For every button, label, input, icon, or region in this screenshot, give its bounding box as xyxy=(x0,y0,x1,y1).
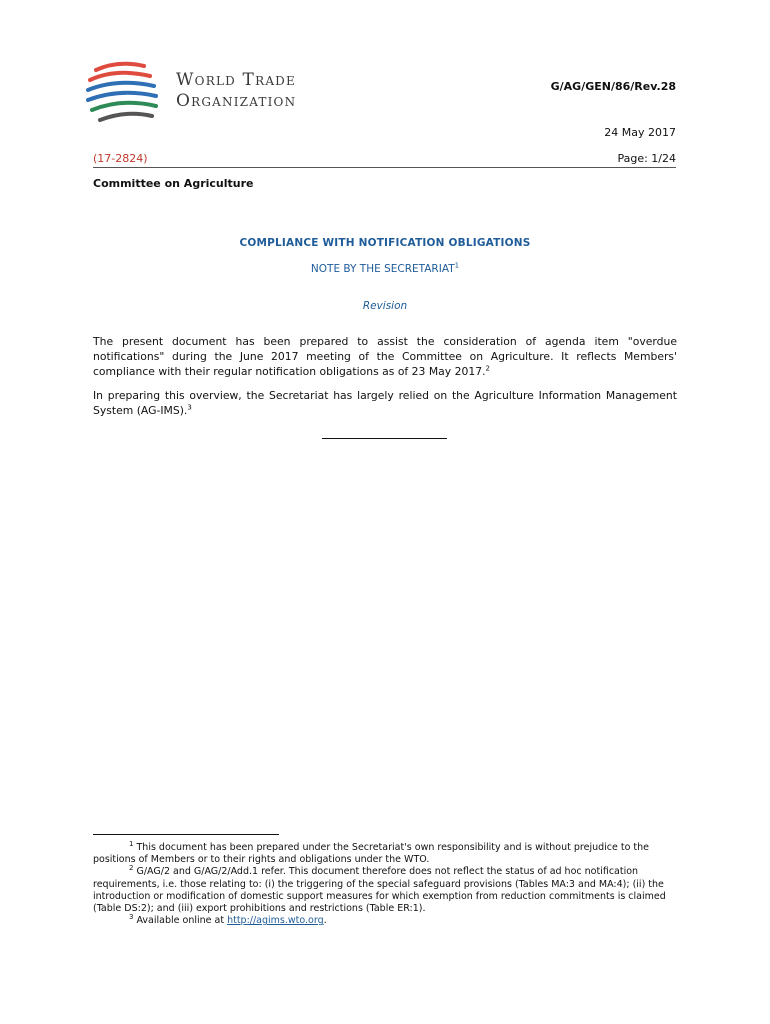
document-subtitle xyxy=(0,263,770,275)
document-date: 24 May 2017 xyxy=(604,126,676,139)
footnote-number: 2 xyxy=(129,864,134,873)
section-divider xyxy=(322,438,447,439)
document-symbol: G/AG/GEN/86/Rev.28 xyxy=(550,80,676,93)
paragraph-1-text: The present document has been prepared to assist the consideration of agenda item "overdue notifications" during the June 2017 meeting of the Committee on Agriculture. It reflects Members' compliance with their regular notification obligations as of 23 May 2017. xyxy=(93,335,677,378)
footnote-divider xyxy=(93,834,279,835)
document-title: COMPLIANCE WITH NOTIFICATION OBLIGATIONS xyxy=(239,237,531,249)
footnote-ref-1[interactable]: 1 xyxy=(454,261,460,270)
revision-label: Revision xyxy=(362,300,408,312)
footnote-ref-2[interactable]: 2 xyxy=(485,364,490,373)
wto-logo-icon xyxy=(82,58,168,130)
org-name-line1: World Trade xyxy=(176,70,296,90)
body-paragraph-1 xyxy=(93,334,677,379)
footnote-2 xyxy=(93,866,677,915)
org-name-line2: Organization xyxy=(176,91,297,111)
committee-name: Committee on Agriculture xyxy=(93,177,254,190)
paragraph-2-text: In preparing this overview, the Secretariat has largely relied on the Agriculture Information Management System (AG-IMS). xyxy=(93,389,677,417)
subtitle-text: NOTE BY THE SECRETARIAT xyxy=(310,263,455,275)
footnote-3 xyxy=(93,915,677,927)
footnote-ref-3[interactable]: 3 xyxy=(187,403,192,412)
footnote-1 xyxy=(93,839,677,866)
footnotes xyxy=(93,839,677,927)
footnote-text: G/AG/2 and G/AG/2/Add.1 refer. This document therefore does not reflect the status of ad hoc notification requirements, i.e. those relating to: (i) the triggering of the special safeguard provisions (Tables MA:3 and MA:4); (ii) the introduction or modification of domestic support measures for which exemption from reduction commitments is claimed (Table DS:2); and (iii) export prohibitions and restrictions (Table ER:1). xyxy=(93,866,666,915)
footnote-number: 1 xyxy=(129,839,134,848)
agims-link[interactable]: http://agims.wto.org xyxy=(227,915,324,927)
footnote-number: 3 xyxy=(129,913,134,922)
logo-text xyxy=(176,70,296,112)
body-paragraph-2 xyxy=(93,388,677,418)
document-reference: (17-2824) xyxy=(93,152,148,165)
footnote-text-end: . xyxy=(323,915,327,927)
header-divider xyxy=(93,167,676,168)
page-number: Page: 1/24 xyxy=(617,152,676,165)
wto-logo xyxy=(82,58,342,130)
footnote-text: This document has been prepared under the Secretariat's own responsibility and is without prejudice to the positions of Members or to their rights and obligations under the WTO. xyxy=(93,842,650,866)
footnote-text: Available online at xyxy=(133,915,228,927)
